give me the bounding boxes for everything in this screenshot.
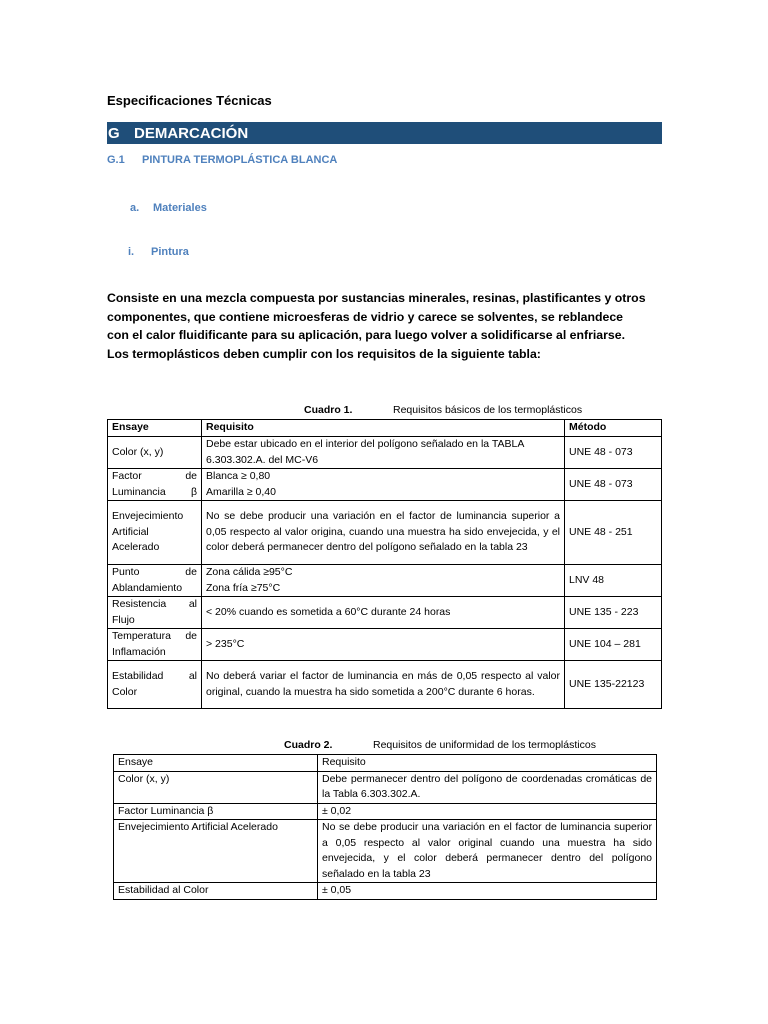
table2-caption: [284, 739, 596, 751]
table-row: [114, 771, 657, 803]
column-header-metodo: Método: [565, 420, 662, 437]
column-header-requisito: Requisito: [318, 755, 657, 772]
cell-requisito: Debe estar ubicado en el interior del polígono señalado en la TABLA 6.303.302.A. del MC-V6: [202, 437, 565, 469]
cell-requisito: Zona cálida ≥95°C Zona fría ≥75°C: [202, 565, 565, 597]
cell-metodo: UNE 48 - 073: [565, 469, 662, 501]
cell-ensaye: Envejecimiento Artificial Acelerado: [114, 820, 318, 883]
section-title: DEMARCACIÓN: [134, 124, 249, 142]
table-row: [108, 629, 662, 661]
subsection-heading: [107, 154, 337, 166]
cell-requisito: > 235°C: [202, 629, 565, 661]
item-a-number: a.: [130, 202, 140, 214]
cell-ensaye: Estabilidad al Color: [114, 883, 318, 900]
table-header-row: [108, 420, 662, 437]
requirements-table: [107, 419, 662, 709]
cell-requisito: Debe permanecer dentro del polígono de coordenadas cromáticas de la Tabla 6.303.302.A.: [318, 771, 657, 803]
table1-caption-number: Cuadro 1.: [304, 404, 353, 416]
column-header-ensaye: Ensaye: [108, 420, 202, 437]
table1-caption-text: Requisitos básicos de los termoplásticos: [393, 404, 583, 416]
table-row: [108, 661, 662, 709]
cell-requisito: No se debe producir una variación en el factor de luminancia superior a 0,05 respecto al valor original cuando una muestra ha sido envejecida, y el color deberá permanecer dentro del polígono señalado en la tabla 23: [318, 820, 657, 883]
cell-metodo: UNE 104 – 281: [565, 629, 662, 661]
cell-ensaye: Resistencia al Flujo: [108, 597, 202, 629]
cell-ensaye: Punto de Ablandamiento: [108, 565, 202, 597]
cell-requisito: ± 0,02: [318, 803, 657, 820]
uniformity-table: [113, 754, 657, 900]
cell-ensaye: Envejecimiento Artificial Acelerado: [108, 501, 202, 565]
cell-metodo: UNE 48 - 251: [565, 501, 662, 565]
cell-metodo: UNE 48 - 073: [565, 437, 662, 469]
table-row: [108, 501, 662, 565]
table-row: [108, 597, 662, 629]
cell-requisito: No se debe producir una variación en el factor de luminancia superior a 0,05 respecto al valor origina, cuando una muestra ha sido envejecida, y el color deberá permanecer dentro del polígono señalado en la tabla 23: [202, 501, 565, 565]
table-header-row: [114, 755, 657, 772]
table1-caption: [304, 404, 582, 416]
cell-ensaye: Factor de Luminancia β: [108, 469, 202, 501]
cell-ensaye: Estabilidad al Color: [108, 661, 202, 709]
item-pintura: [128, 246, 189, 258]
table-row: [114, 883, 657, 900]
item-i-number: i.: [128, 246, 135, 258]
cell-ensaye: Color (x, y): [114, 771, 318, 803]
table-row: [108, 469, 662, 501]
table2-caption-number: Cuadro 2.: [284, 739, 333, 751]
intro-paragraph: Consiste en una mezcla compuesta por sustancias minerales, resinas, plastificantes y otros componentes, que contiene microesferas de vidrio y carece se solventes, se reblandece con el calor fluidificante para su aplicación, para luego volver a solidificarse al enfriarse. Los termoplásticos deben cumplir con los requisitos de la siguiente tabla:: [107, 291, 646, 361]
table-row: [114, 803, 657, 820]
section-code: G: [108, 124, 120, 142]
cell-requisito: Blanca ≥ 0,80 Amarilla ≥ 0,40: [202, 469, 565, 501]
table-row: [108, 437, 662, 469]
cell-requisito: ± 0,05: [318, 883, 657, 900]
item-materiales: [130, 202, 207, 214]
cell-requisito: < 20% cuando es sometida a 60°C durante 24 horas: [202, 597, 565, 629]
item-i-title: Pintura: [151, 246, 189, 258]
table-row: [114, 820, 657, 883]
cell-ensaye: Temperatura de Inflamación: [108, 629, 202, 661]
item-a-title: Materiales: [153, 202, 207, 214]
cell-metodo: LNV 48: [565, 565, 662, 597]
page-header: Especificaciones Técnicas: [107, 93, 272, 108]
cell-metodo: UNE 135-22123: [565, 661, 662, 709]
cell-ensaye: Color (x, y): [108, 437, 202, 469]
column-header-ensaye: Ensaye: [114, 755, 318, 772]
section-heading: [107, 122, 662, 144]
subsection-number: G.1: [107, 154, 125, 166]
cell-ensaye: Factor Luminancia β: [114, 803, 318, 820]
table2-caption-text: Requisitos de uniformidad de los termoplásticos: [373, 739, 596, 751]
table-row: [108, 565, 662, 597]
subsection-title: PINTURA TERMOPLÁSTICA BLANCA: [142, 154, 338, 166]
cell-requisito: No deberá variar el factor de luminancia en más de 0,05 respecto al valor original, cuando la muestra ha sido sometida a 200°C durante 6 horas.: [202, 661, 565, 709]
cell-metodo: UNE 135 - 223: [565, 597, 662, 629]
column-header-requisito: Requisito: [202, 420, 565, 437]
